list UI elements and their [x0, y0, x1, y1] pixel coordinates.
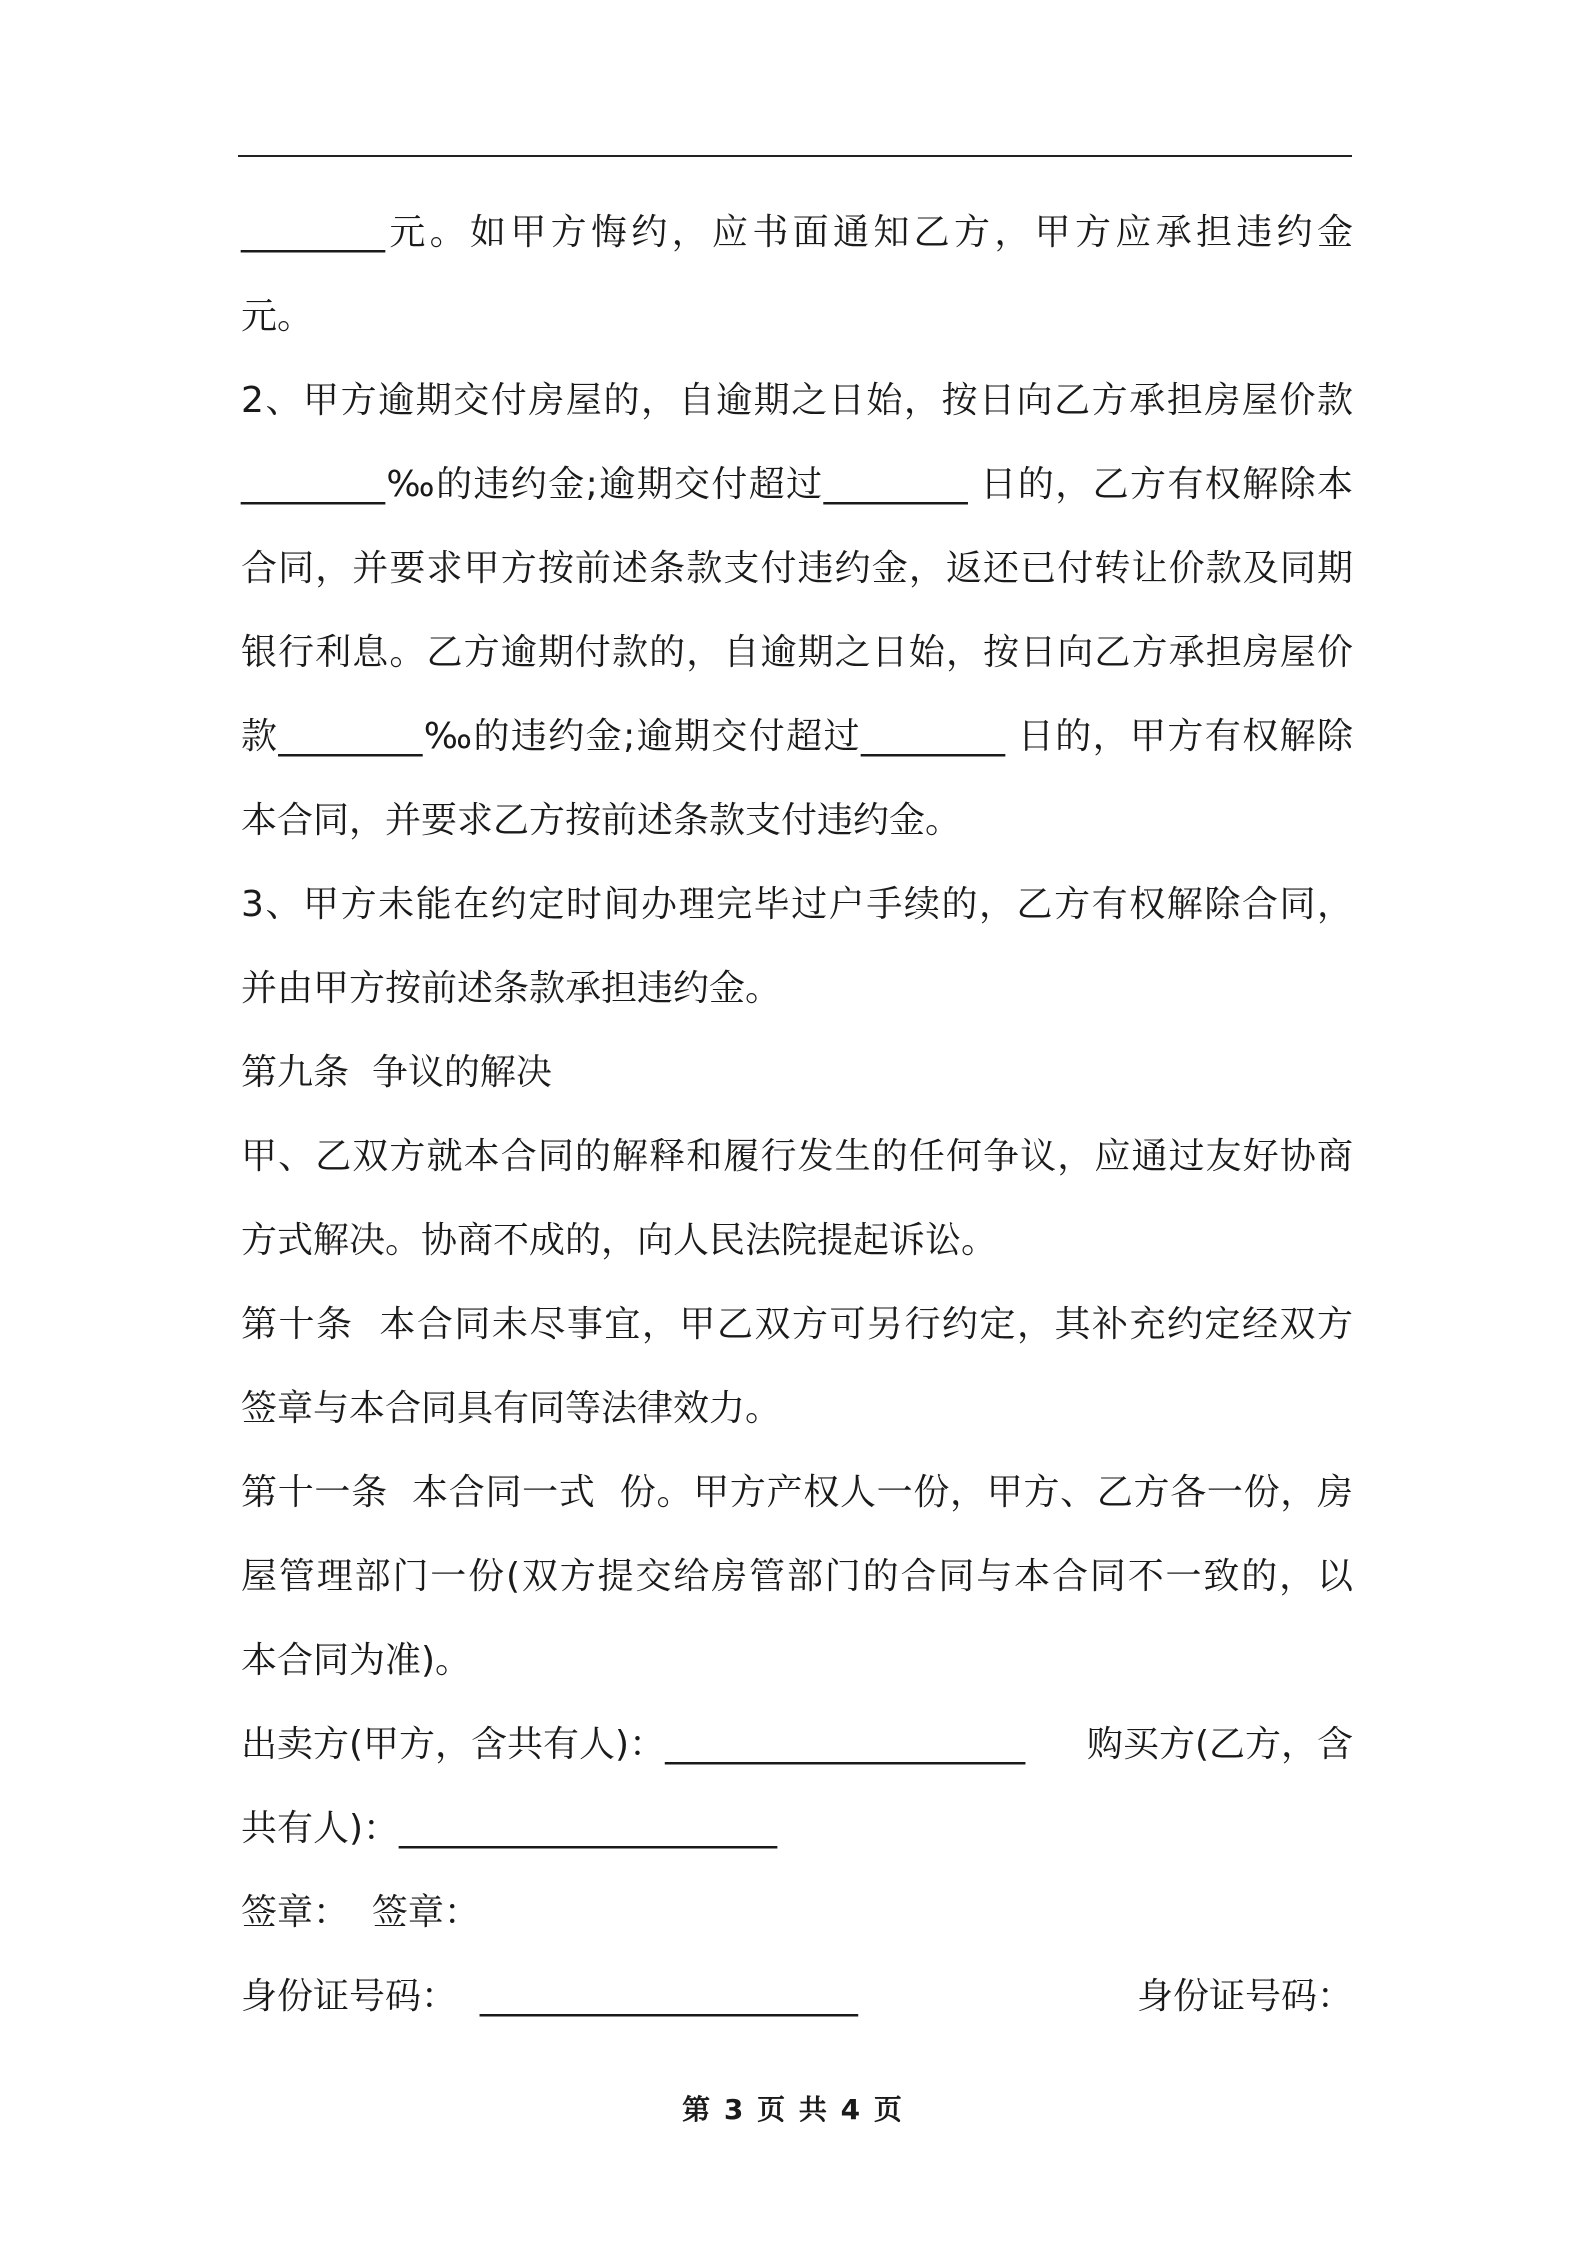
buyer-id-label: 身份证号码： — [1136, 1976, 1353, 2017]
buyer-label-start: 购买方(乙方，含 — [1086, 1724, 1353, 1765]
seller-id-field: 身份证号码： _____________________ — [241, 1976, 858, 2017]
page-number: 第 3 页 共 4 页 — [682, 2093, 904, 2126]
contract-line: 屋管理部门一份(双方提交给房管部门的合同与本合同不一致的，以 — [241, 1556, 1353, 1597]
contract-line: 第十一条 本合同一式 份。甲方产权人一份，甲方、乙方各一份，房 — [241, 1472, 1353, 1513]
contract-line: 3、甲方未能在约定时间办理完毕过户手续的，乙方有权解除合同， — [241, 884, 1353, 925]
header-rule — [238, 155, 1352, 157]
contract-line: 2、甲方逾期交付房屋的，自逾期之日始，按日向乙方承担房屋价款 — [241, 380, 1353, 421]
contract-line: 合同，并要求甲方按前述条款支付违约金，返还已付转让价款及同期 — [241, 548, 1353, 589]
contract-line: 甲、乙双方就本合同的解释和履行发生的任何争议，应通过友好协商 — [241, 1136, 1353, 1177]
contract-body — [241, 191, 1353, 2039]
seller-signature-field: 出卖方(甲方，含共有人)：____________________ — [241, 1724, 1026, 1765]
contract-line: ________‰的违约金;逾期交付超过________ 日的，乙方有权解除本 — [241, 464, 1353, 505]
contract-line: 方式解决。协商不成的，向人民法院提起诉讼。 — [241, 1220, 998, 1261]
signature-parties-row — [241, 1703, 1353, 1787]
seal-line: 签章： 签章： — [241, 1892, 480, 1933]
contract-line: 签章与本合同具有同等法律效力。 — [241, 1388, 782, 1429]
contract-line: 本合同为准)。 — [241, 1640, 472, 1681]
buyer-signature-field: 共有人)：_____________________ — [241, 1808, 778, 1849]
contract-line: 本合同，并要求乙方按前述条款支付违约金。 — [241, 800, 962, 841]
contract-line: 第十条 本合同未尽事宜，甲乙双方可另行约定，其补充约定经双方 — [241, 1304, 1353, 1345]
contract-line: 银行利息。乙方逾期付款的，自逾期之日始，按日向乙方承担房屋价 — [241, 632, 1353, 673]
contract-line: 并由甲方按前述条款承担违约金。 — [241, 968, 782, 1009]
section-heading: 第九条 争议的解决 — [241, 1052, 552, 1093]
id-number-row — [241, 1955, 1353, 2039]
contract-line: ________元。如甲方悔约，应书面通知乙方，甲方应承担违约金 — [241, 212, 1353, 253]
contract-line: 款________‰的违约金;逾期交付超过________ 日的，甲方有权解除 — [241, 716, 1353, 757]
contract-line: 元。 — [241, 296, 314, 337]
